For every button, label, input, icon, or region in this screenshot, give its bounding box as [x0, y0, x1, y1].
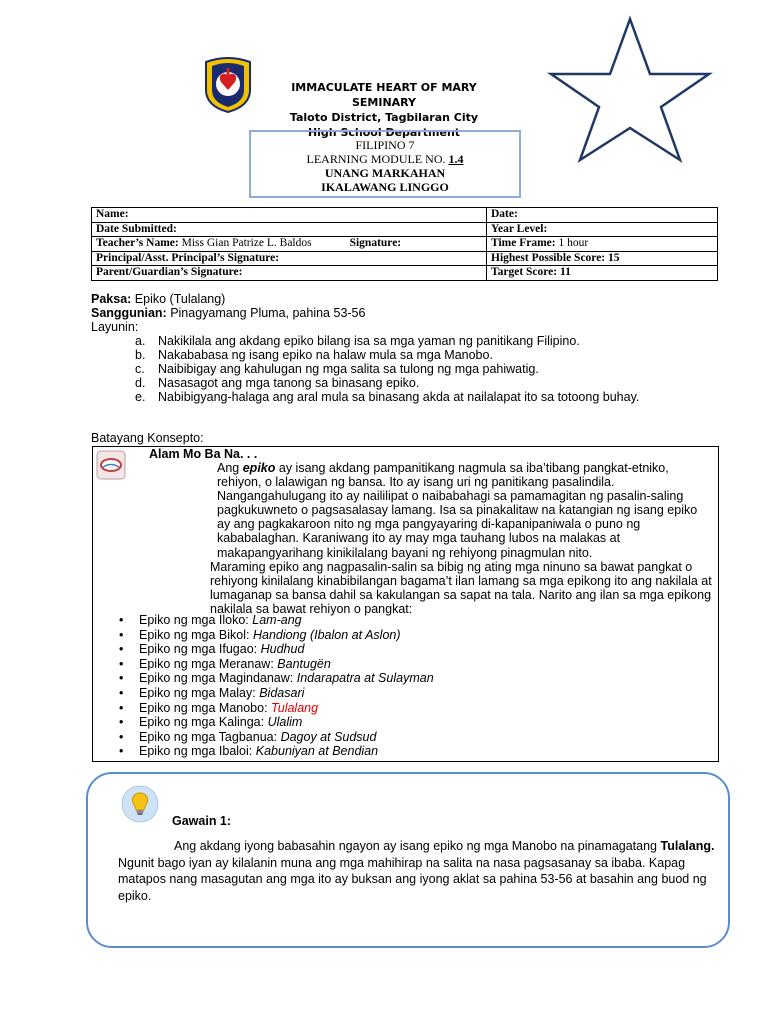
- principal-signature-label: Principal/Asst. Principal’s Signature:: [96, 251, 280, 264]
- gawain-box: [86, 772, 730, 948]
- date-submitted-label: Date Submitted:: [96, 222, 177, 235]
- list-item: e. Nabibigyang-halaga ang aral mula sa binasang akda at nailalapat ito sa totoong buhay.: [135, 390, 640, 404]
- list-item: • Epiko ng mga Magindanaw: Indarapatra at Sulayman: [119, 671, 434, 686]
- lesson-info: [91, 292, 365, 334]
- list-item: • Epiko ng mga Meranaw: Bantugën: [119, 656, 331, 671]
- module-number: 1.4: [448, 152, 464, 166]
- concept-box: [92, 446, 719, 762]
- concept-paragraph-2: Maraming epiko ang nagpasalin-salin sa bibig ng ating mga ninuno sa bawat pangkat o rehiyong kinilalang kinabibilangan bagama’t ilan lamang sa mga epikong ito ang nakilala at lumaganap sa bansa dahil sa kakulangan sa sapat na tala. Narito ang ilan sa mga epikong nakilala sa bawat rehiyon o pangkat:: [210, 559, 712, 616]
- list-item: • Epiko ng mga Tagbanua: Dagoy at Sudsud: [119, 729, 377, 744]
- gawain-text: Ang akdang iyong babasahin ngayon ay isang epiko ng mga Manobo na pinamagatang Tulalang. Ngunit bago iyan ay kilalanin muna ang mga mahihirap na salita na nasa pagsasanay sa ibaba. Kapag matapos nang masagutan ang mga ito ay buksan ang iyong aklat sa pahina 53-56 at basahin ang buod ng epiko.: [118, 839, 715, 903]
- signature-label: Signature:: [349, 237, 402, 250]
- paksa-label: Paksa:: [91, 292, 132, 306]
- table-row: [92, 222, 718, 237]
- school-seal-logo: [200, 56, 256, 114]
- paksa-value: Epiko (Tulalang): [134, 292, 226, 306]
- objectives-list: [135, 334, 678, 404]
- list-item: • Epiko ng mga Manobo: Tulalang: [119, 700, 319, 715]
- star-outline: [546, 14, 714, 164]
- subject: FILIPINO 7: [355, 138, 415, 152]
- sanggunian-value: Pinagyamang Pluma, pahina 53-56: [170, 306, 366, 320]
- quarter: UNANG MARKAHAN: [324, 166, 446, 180]
- list-item: d. Nasasagot ang mga tanong sa binasang epiko.: [135, 376, 420, 390]
- target-score-label: Target Score:: [491, 266, 558, 279]
- list-item: • Epiko ng mga Iloko: Lam-ang: [119, 613, 302, 627]
- list-item: • Epiko ng mga Malay: Bidasari: [119, 685, 305, 700]
- list-item: c. Naibibigay ang kahulugan ng mga salita sa tulong ng mga pahiwatig.: [135, 362, 539, 376]
- list-item: • Epiko ng mga Bikol: Handiong (Ibalon at Aslon): [119, 627, 401, 642]
- module-number-line: [251, 152, 519, 166]
- year-level-label: Year Level:: [491, 222, 548, 235]
- list-item: • Epiko ng mga Ibaloi: Kabuniyan at Bendian: [119, 744, 379, 759]
- school-name: IMMACULATE HEART OF MARY SEMINARY: [291, 81, 477, 109]
- school-department: High School Department: [307, 126, 461, 139]
- name-label: Name:: [96, 208, 129, 221]
- epiko-list: [119, 613, 434, 759]
- week: IKALAWANG LINGGO: [321, 180, 449, 194]
- table-row: [92, 237, 718, 252]
- concept-paragraph-1: Ang epiko ay isang akdang pampanitikang nagmula sa iba’tibang pangkat-etniko, rehiyon, o lalawigan ng bansa. Ito ay isang uri ng panitikang pasalindila. Nangangahulugang ito ay naililipat o naibabahagi sa pamamagitan ng pasalin-saling pagkukuwneto o pagsasalasay lamang. Isa sa pinakalitaw na katangian ng isang epiko ay ang pagkakaroon nito ng mga pangyayaring di-kapanipaniwala o puno ng kababalaghan. Karaniwang ito ay may mga tauhang lubos na malakas at makapangyarihang kinikilalang bayani ng rehiyong pinagmulan nito.: [217, 461, 698, 560]
- highest-score-label: Highest Possible Score:: [491, 251, 606, 264]
- module-title-box: [249, 130, 521, 198]
- sanggunian-line: [91, 306, 365, 320]
- highest-score-value: 15: [608, 251, 620, 264]
- list-item: a. Nakikilala ang akdang epiko bilang isa sa mga yaman ng panitikang Filipino.: [135, 334, 580, 348]
- time-frame-label: Time Frame:: [491, 237, 556, 250]
- table-row: [92, 266, 718, 281]
- concept-text: [97, 461, 713, 616]
- list-item: • Epiko ng mga Kalinga: Ulalim: [119, 715, 303, 730]
- lightbulb-icon: [120, 784, 160, 824]
- list-item: b. Nakababasa ng isang epiko na halaw mula sa mga Manobo.: [135, 348, 493, 362]
- date-label: Date:: [491, 208, 518, 221]
- teacher-label: Teacher’s Name:: [96, 237, 179, 250]
- time-frame-value: 1 hour: [558, 237, 589, 250]
- paksa-line: [91, 292, 365, 306]
- module-prefix: LEARNING MODULE NO.: [306, 152, 446, 166]
- table-row: [92, 208, 718, 223]
- school-location: Taloto District, Tagbilaran City: [289, 111, 479, 124]
- teacher-name: Miss Gian Patrize L. Baldos: [181, 237, 312, 250]
- epiko-term: epiko: [242, 461, 276, 475]
- alam-heading: Alam Mo Ba Na. . .: [149, 447, 258, 461]
- batayang-konsepto-label: Batayang Konsepto:: [91, 431, 204, 445]
- parent-signature-label: Parent/Guardian’s Signature:: [96, 266, 243, 279]
- layunin-label: Layunin:: [91, 320, 139, 334]
- tulalang-highlight: Tulalang: [271, 700, 319, 715]
- list-item: • Epiko ng mga Ifugao: Hudhud: [119, 642, 305, 657]
- sanggunian-label: Sanggunian:: [91, 306, 167, 320]
- gawain-title: Gawain 1:: [172, 814, 232, 828]
- target-score-value: 11: [559, 266, 571, 279]
- table-row: [92, 251, 718, 266]
- student-info-table: [91, 207, 718, 281]
